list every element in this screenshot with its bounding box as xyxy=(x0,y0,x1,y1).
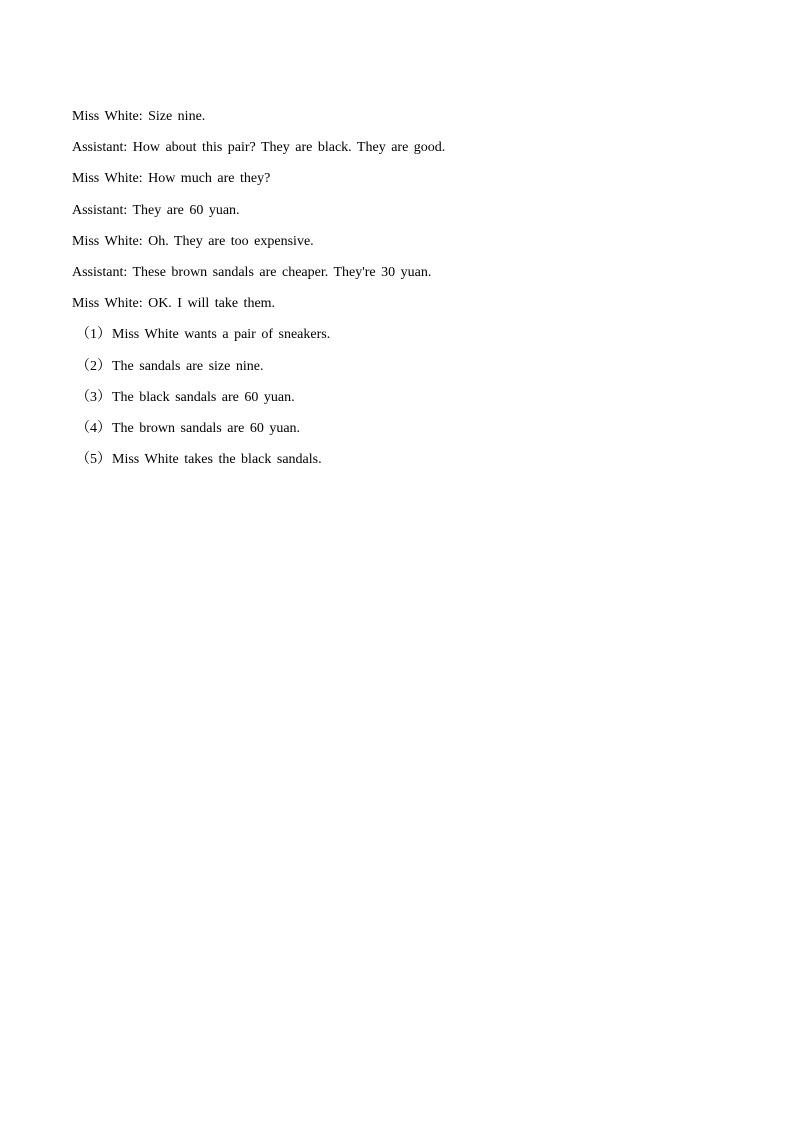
question-number: （3） xyxy=(76,389,111,405)
question-number: （5） xyxy=(76,452,111,468)
dialogue-line: Assistant: They are 60 yuan. xyxy=(72,202,240,218)
question-item xyxy=(72,351,722,382)
question-text: The black sandals are 60 yuan. xyxy=(112,389,295,405)
question-text: Miss White takes the black sandals. xyxy=(112,452,322,468)
question-item xyxy=(72,382,722,413)
question-item xyxy=(72,319,722,350)
question-text: The brown sandals are 60 yuan. xyxy=(112,420,301,436)
question-number: （2） xyxy=(76,358,111,374)
question-text: The sandals are size nine. xyxy=(112,358,264,374)
question-text: Miss White wants a pair of sneakers. xyxy=(112,327,331,343)
dialogue-line: Miss White: How much are they? xyxy=(72,171,271,187)
dialogue-line: Assistant: These brown sandals are cheaper. They're 30 yuan. xyxy=(72,264,432,280)
question-number: （4） xyxy=(76,420,111,436)
dialogue-line: Miss White: Size nine. xyxy=(72,109,206,124)
dialogue-line: Miss White: OK. I will take them. xyxy=(72,296,276,312)
dialogue-line: Miss White: Oh. They are too expensive. xyxy=(72,233,314,249)
question-number: （1） xyxy=(76,327,111,343)
question-item xyxy=(72,413,722,444)
document-content xyxy=(72,101,722,475)
question-item xyxy=(72,444,722,475)
dialogue-line: Assistant: How about this pair? They are black. They are good. xyxy=(72,140,446,156)
